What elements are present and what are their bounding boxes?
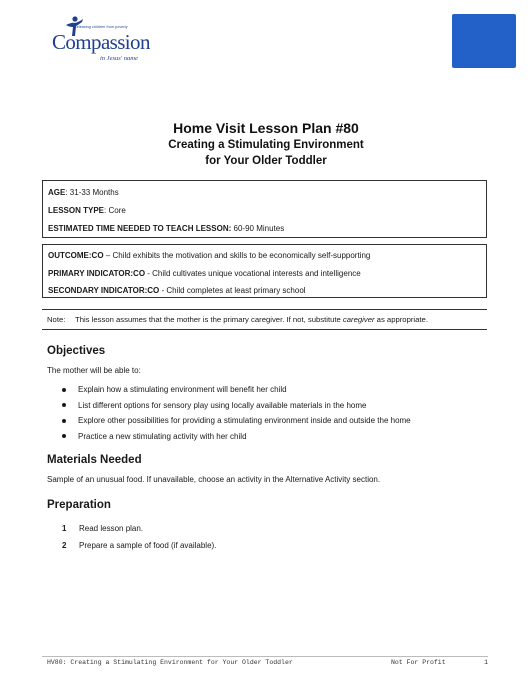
objectives-list [62,382,411,444]
list-item [62,537,216,554]
outcome-row [48,247,481,265]
secondary-indicator-label: SECONDARY INDICATOR:CO [48,286,160,295]
list-item [62,382,411,398]
footer-status: Not For Profit [391,659,446,666]
footer-divider [42,656,488,657]
preparation-heading: Preparation [47,499,111,511]
primary-indicator-label: PRIMARY INDICATOR:CO [48,268,146,278]
lesson-info-box [42,180,487,238]
time-row [48,220,481,238]
step-text: Prepare a sample of food (if available). [79,541,217,550]
step-number: 1 [62,524,67,533]
age-value: : 31-33 Months [65,188,119,197]
blue-color-block [452,14,516,68]
list-item [62,413,411,429]
note-label: Note: [47,315,66,324]
compassion-logo [52,24,172,68]
objective-text: List different options for sensory play using locally available materials in the home [78,400,367,410]
time-label: ESTIMATED TIME NEEDED TO TEACH LESSON: [48,224,232,233]
logo-tagline: Releasing children from poverty [74,25,128,29]
note-text-before: This lesson assumes that the mother is the primary caregiver. If not, substitute [75,315,343,324]
bullet-icon [62,403,66,407]
page-subtitle-line1: Creating a Stimulating Environment [168,139,364,151]
age-label: AGE [48,188,66,197]
secondary-indicator-value: - Child completes at least primary school [159,286,306,295]
page-title: Home Visit Lesson Plan #80 [173,120,359,136]
objectives-intro: The mother will be able to: [47,366,141,375]
primary-indicator-row [48,265,481,283]
step-number: 2 [62,541,67,550]
objective-text: Explain how a stimulating environment will benefit her child [78,385,287,394]
objectives-heading: Objectives [47,345,106,357]
title-block [0,119,532,169]
materials-text: Sample of an unusual food. If unavailable, choose an activity in the Alternative Activity section. [47,475,381,484]
primary-indicator-value: - Child cultivates unique vocational interests and intelligence [145,268,361,278]
bullet-icon [62,434,66,438]
lesson-type-value: : Core [104,206,126,215]
lesson-type-row [48,202,481,220]
list-item [62,429,411,445]
outcome-label: OUTCOME:CO [48,251,104,260]
logo-brand: Compassion [52,30,150,54]
list-item [62,520,216,537]
time-value: 60-90 Minutes [231,224,285,233]
bullet-icon [62,388,66,392]
note-text-italic: caregiver [342,315,375,324]
logo-subline: in Jesus' name [100,55,138,62]
bullet-icon [62,419,66,423]
footer-page-number: 1 [484,659,488,666]
note-text-after: as appropriate. [374,315,428,324]
step-text: Read lesson plan. [79,524,144,533]
page-subtitle-line2: for Your Older Toddler [205,155,327,167]
note-bar [42,309,487,330]
objective-text: Explore other possibilities for providing a stimulating environment inside and outside the home [78,416,411,425]
outcome-box [42,244,487,298]
materials-heading: Materials Needed [47,454,142,466]
footer-document-name: HV80: Creating a Stimulating Environment for Your Older Toddler [47,659,293,666]
list-item [62,398,411,414]
secondary-indicator-row [48,282,481,300]
objective-text: Practice a new stimulating activity with her child [78,431,247,441]
lesson-type-label: LESSON TYPE [48,206,105,215]
preparation-steps [62,520,216,554]
age-row [48,184,481,202]
outcome-value: – Child exhibits the motivation and skills to be economically self-supporting [103,251,371,260]
